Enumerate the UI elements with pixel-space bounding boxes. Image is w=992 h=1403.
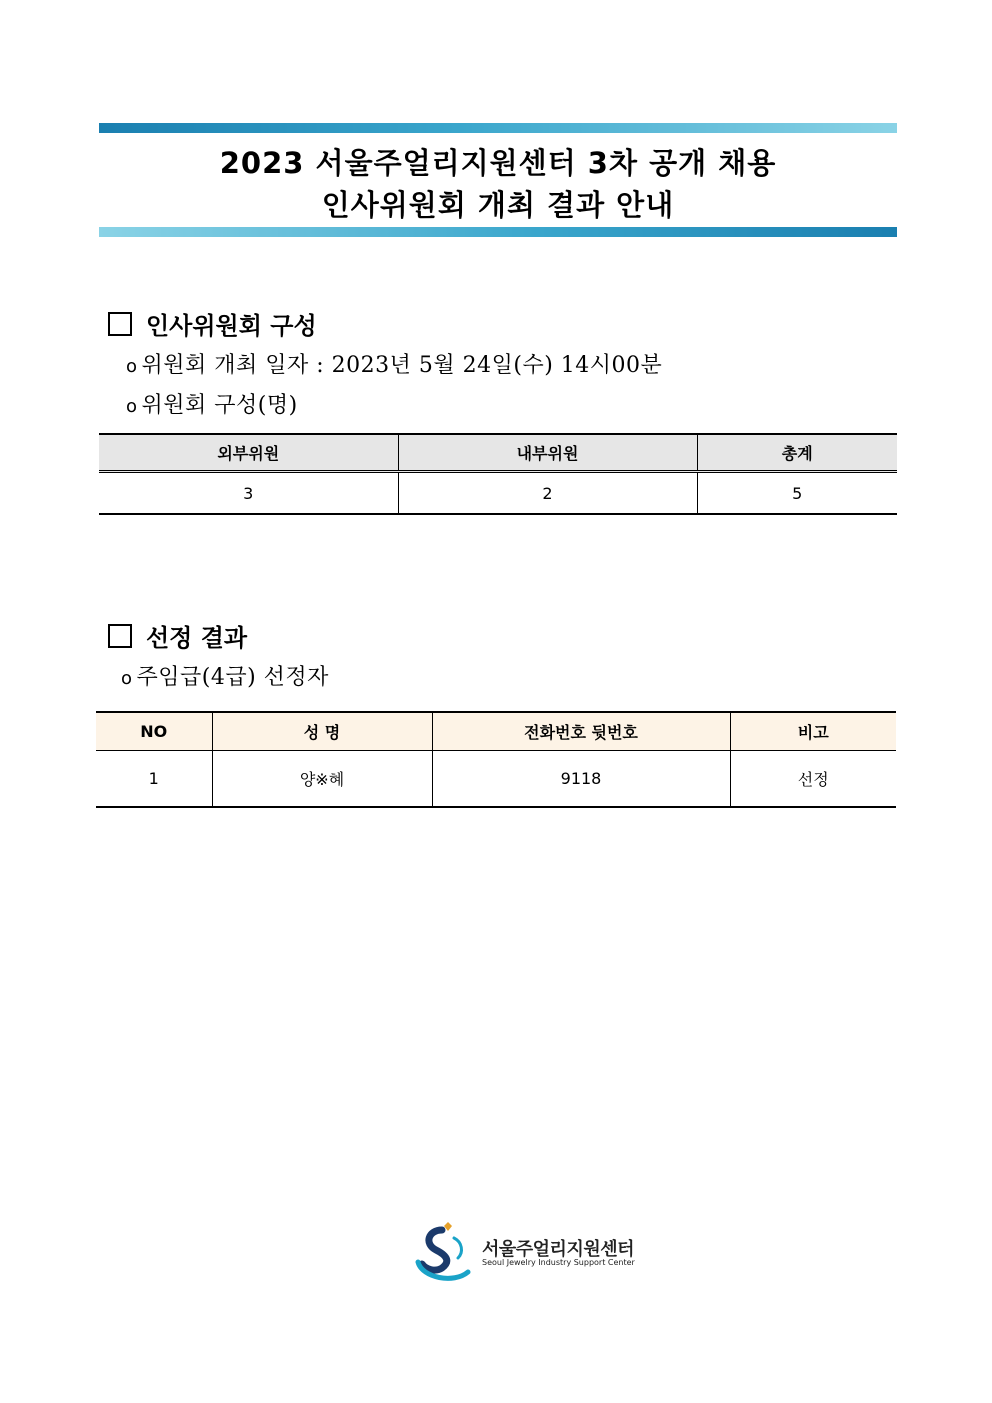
table-header-row <box>99 434 897 472</box>
cell-total-count: 5 <box>697 472 897 515</box>
header-remarks: 비고 <box>730 712 896 751</box>
header-no: NO <box>96 712 212 751</box>
logo-name-english: Seoul Jewelry Industry Support Center <box>482 1258 635 1267</box>
title-bottom-bar <box>99 227 897 237</box>
header-external-members: 외부위원 <box>99 434 398 472</box>
bullet-committee-composition-text: 위원회 구성(명) <box>141 393 298 418</box>
table-header-row <box>96 712 896 751</box>
section-heading-results <box>108 618 247 653</box>
cell-no: 1 <box>96 751 212 808</box>
bullet-meeting-date <box>126 348 662 379</box>
section-heading-results-text: 선정 결과 <box>146 623 248 652</box>
cell-name: 양※혜 <box>212 751 432 808</box>
bullet-selected-candidates <box>121 660 329 691</box>
cell-internal-count: 2 <box>398 472 697 515</box>
bullet-marker: o <box>126 396 138 417</box>
committee-table <box>99 433 897 515</box>
page-title-line1: 2023 서울주얼리지원센터 3차 공개 채용 <box>219 146 777 180</box>
table-row <box>96 751 896 808</box>
cell-remarks: 선정 <box>730 751 896 808</box>
header-total: 총계 <box>697 434 897 472</box>
center-logo <box>414 1222 644 1284</box>
section-heading-committee-text: 인사위원회 구성 <box>146 311 317 340</box>
bullet-selected-candidates-text: 주임급(4급) 선정자 <box>136 665 329 690</box>
page-title-line2: 인사위원회 개최 결과 안내 <box>321 188 675 222</box>
bullet-marker: o <box>126 356 138 377</box>
header-name: 성 명 <box>212 712 432 751</box>
header-internal-members: 내부위원 <box>398 434 697 472</box>
bullet-marker: o <box>121 668 133 689</box>
section-heading-committee <box>108 306 317 341</box>
cell-phone-last-digits: 9118 <box>432 751 730 808</box>
checkbox-square-icon <box>108 312 132 336</box>
results-table <box>96 711 896 808</box>
bullet-committee-composition <box>126 388 298 419</box>
table-row <box>99 472 897 515</box>
header-phone-last-digits: 전화번호 뒷번호 <box>432 712 730 751</box>
logo-s-mark-icon <box>414 1222 476 1284</box>
logo-name-korean: 서울주얼리지원센터 <box>482 1239 634 1260</box>
cell-external-count: 3 <box>99 472 398 515</box>
title-top-bar <box>99 123 897 133</box>
bullet-meeting-date-text: 위원회 개최 일자 : 2023년 5월 24일(수) 14시00분 <box>141 353 663 378</box>
checkbox-square-icon <box>108 624 132 648</box>
